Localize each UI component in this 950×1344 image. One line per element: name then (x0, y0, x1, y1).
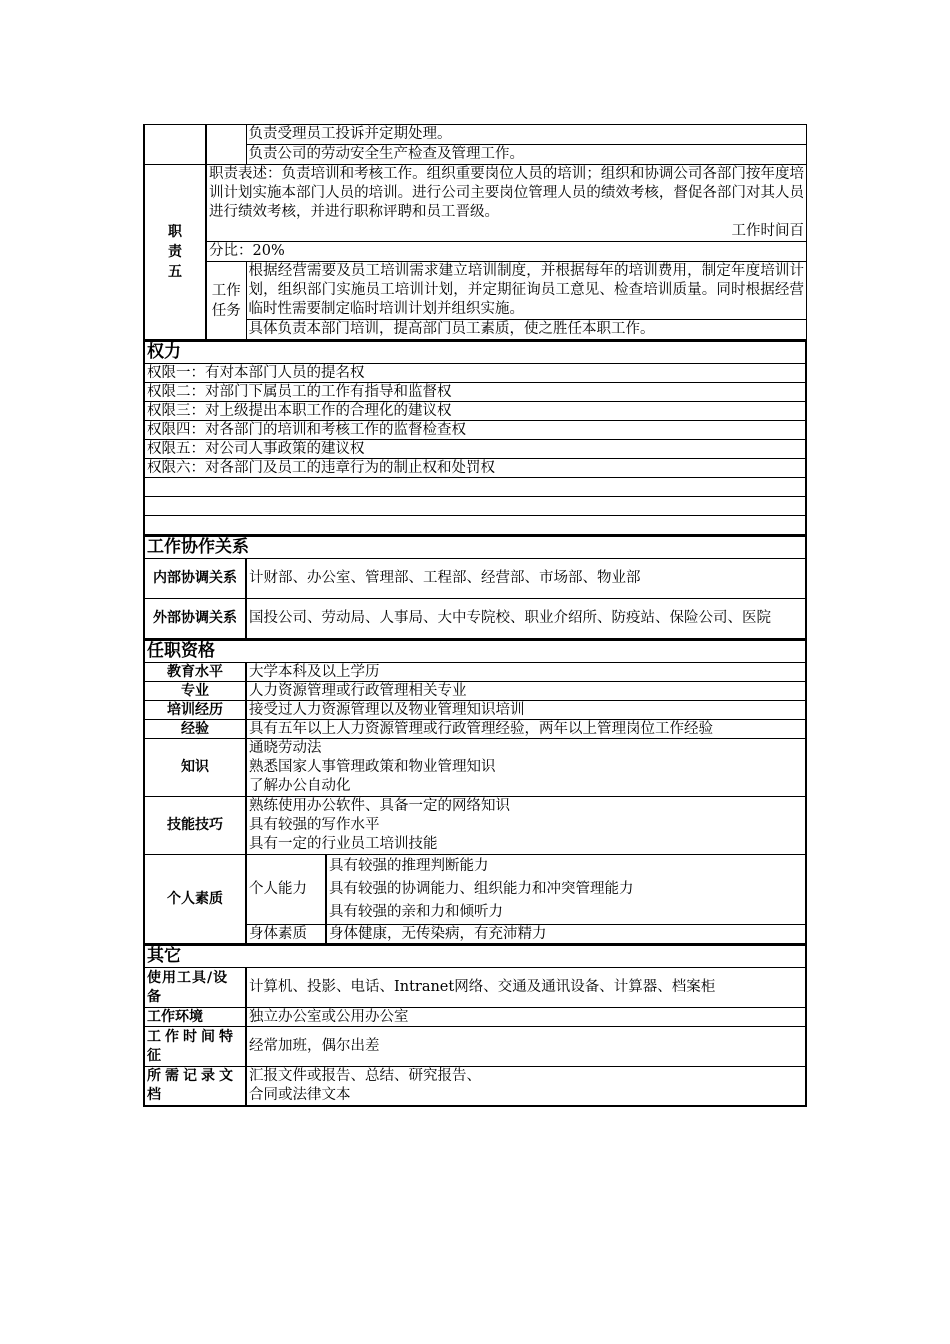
training-label: 培训经历 (144, 701, 246, 720)
skills-line: 熟练使用办公软件、具备一定的网络知识 (249, 798, 510, 814)
skills-line: 具有较强的写作水平 (249, 817, 380, 833)
external-value: 国投公司、劳动局、人事局、大中专院校、职业介绍所、防疫站、保险公司、医院 (246, 599, 806, 639)
docs-line: 汇报文件或报告、总结、研究报告、 (249, 1068, 481, 1084)
relations-table (143, 535, 807, 639)
power-blank-row (144, 497, 806, 516)
env-label: 工作环境 (144, 1008, 246, 1027)
experience-label: 经验 (144, 720, 246, 739)
duty5-time-a: 工作时间百 (731, 223, 804, 239)
power-item: 权限一：有对本部门人员的提名权 (144, 364, 806, 383)
duty-blank-cell (144, 145, 206, 165)
power-blank-row (144, 478, 806, 497)
tools-value: 计算机、投影、电话、Intranet网络、交通及通讯设备、计算器、档案柜 (246, 968, 806, 1008)
relations-title: 工作协作关系 (144, 536, 806, 559)
personal-label: 个人素质 (144, 855, 246, 944)
knowledge-label: 知识 (144, 739, 246, 797)
power-item: 权限四：对各部门的培训和考核工作的监督检查权 (144, 421, 806, 440)
skills-cell (246, 797, 806, 855)
qualifications-table (143, 639, 807, 944)
duty5-desc: 职责表述：负责培训和考核工作。组织重要岗位人员的培训；组织和协调公司各部门按年度培训计划实施本部门人员的培训。进行公司主要岗位管理人员的绩效考核，督促各部门对其人员进行绩效考核，并进行职称评聘和员工晋级。 (209, 166, 804, 220)
power-title: 权力 (144, 341, 806, 364)
knowledge-line: 通晓劳动法 (249, 740, 322, 756)
ability-label: 个人能力 (246, 855, 326, 925)
duty5-task: 根据经营需要及员工培训需求建立培训制度，并根据每年的培训费用，制定年度培训计划，组织部门实施员工培训计划，并定期征询员工意见、检查培训质量。同时根据经营临时性需要制定临时培训计划并组织实施。 (246, 262, 807, 320)
duty5-label: 职 责 五 (144, 165, 206, 340)
other-title: 其它 (144, 945, 806, 968)
qualifications-title: 任职资格 (144, 640, 806, 663)
docs-label: 所需记录文档 (144, 1067, 246, 1107)
duty5-time-b: 分比：20% (206, 242, 807, 262)
physical-label: 身体素质 (246, 925, 326, 944)
duty5-task-label: 工作 任务 (206, 262, 246, 340)
duty5-task: 具体负责本部门培训，提高部门员工素质，使之胜任本职工作。 (246, 320, 807, 340)
knowledge-cell (246, 739, 806, 797)
education-label: 教育水平 (144, 663, 246, 682)
ability-line: 具有较强的协调能力、组织能力和冲突管理能力 (329, 881, 634, 897)
external-label: 外部协调关系 (144, 599, 246, 639)
ability-cell (326, 855, 806, 925)
job-description-page (143, 124, 807, 1107)
power-item: 权限五：对公司人事政策的建议权 (144, 440, 806, 459)
tools-label: 使用工具/设备 (144, 968, 246, 1008)
docs-cell (246, 1067, 806, 1107)
ability-line: 具有较强的推理判断能力 (329, 858, 489, 874)
power-item: 权限二：对部门下属员工的工作有指导和监督权 (144, 383, 806, 402)
duty-blank-cell (144, 125, 206, 145)
power-blank-row (144, 516, 806, 535)
skills-label: 技能技巧 (144, 797, 246, 855)
duty-task: 负责公司的劳动安全生产检查及管理工作。 (246, 145, 807, 165)
duty5-desc-cell (206, 165, 807, 242)
env-value: 独立办公室或公用办公室 (246, 1008, 806, 1027)
physical-value: 身体健康，无传染病，有充沛精力 (326, 925, 806, 944)
training-value: 接受过人力资源管理以及物业管理知识培训 (246, 701, 806, 720)
power-item: 权限三：对上级提出本职工作的合理化的建议权 (144, 402, 806, 421)
duty-blank-label (206, 125, 246, 165)
experience-value: 具有五年以上人力资源管理或行政管理经验，两年以上管理岗位工作经验 (246, 720, 806, 739)
major-label: 专业 (144, 682, 246, 701)
duty-task: 负责受理员工投诉并定期处理。 (246, 125, 807, 145)
other-table (143, 944, 807, 1107)
education-value: 大学本科及以上学历 (246, 663, 806, 682)
internal-value: 计财部、办公室、管理部、工程部、经营部、市场部、物业部 (246, 559, 806, 599)
knowledge-line: 熟悉国家人事管理政策和物业管理知识 (249, 759, 496, 775)
ability-line: 具有较强的亲和力和倾听力 (329, 904, 503, 920)
docs-line: 合同或法律文本 (249, 1087, 351, 1103)
power-item: 权限六：对各部门及员工的违章行为的制止权和处罚权 (144, 459, 806, 478)
major-value: 人力资源管理或行政管理相关专业 (246, 682, 806, 701)
time-label: 工作时间特征 (144, 1027, 246, 1067)
skills-line: 具有一定的行业员工培训技能 (249, 836, 438, 852)
internal-label: 内部协调关系 (144, 559, 246, 599)
duty-table (143, 124, 807, 340)
knowledge-line: 了解办公自动化 (249, 778, 351, 794)
power-table (143, 340, 807, 535)
time-value: 经常加班，偶尔出差 (246, 1027, 806, 1067)
